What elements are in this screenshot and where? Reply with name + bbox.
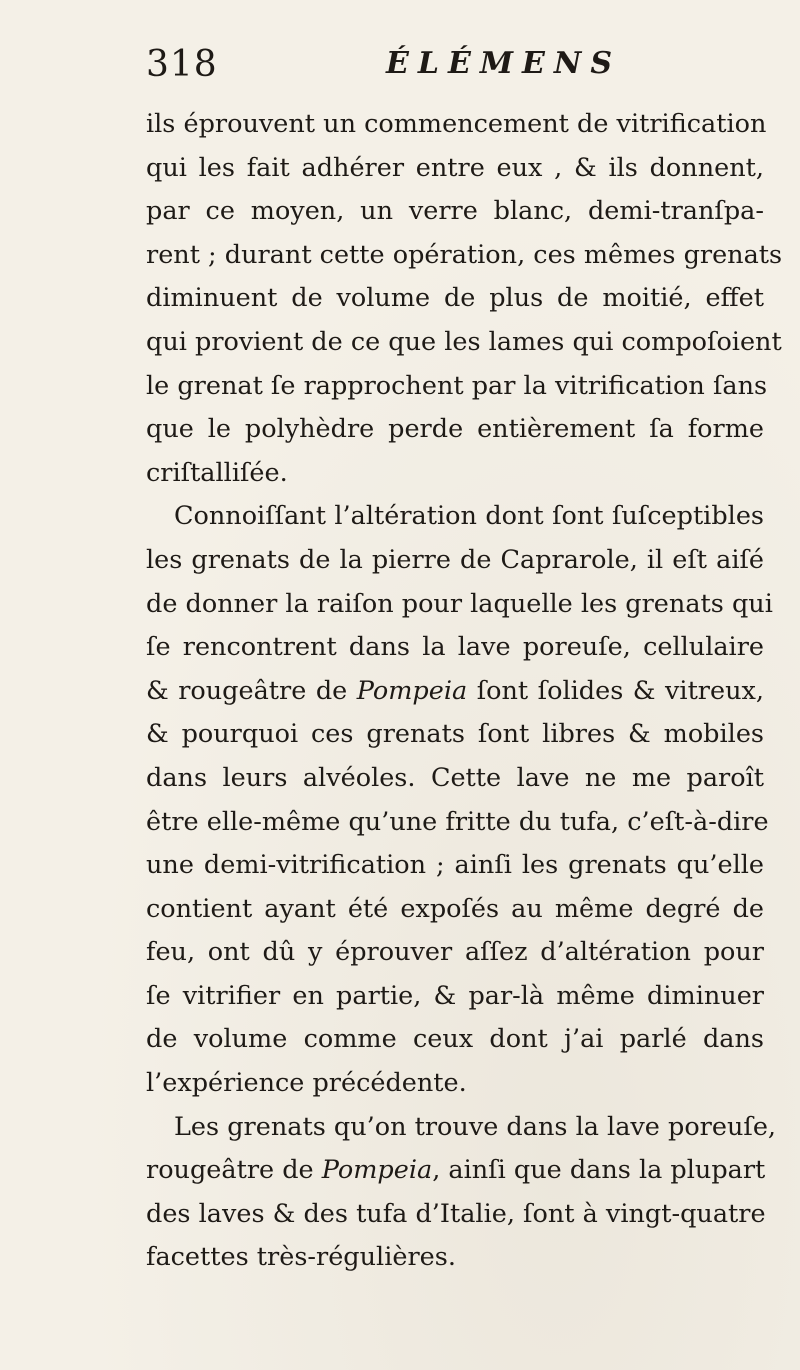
text-line: de volume comme ceux dont j’ai parlé dans bbox=[146, 1024, 764, 1055]
running-title: ÉLÉMENS bbox=[386, 46, 621, 81]
text-line: l’expérience précédente. bbox=[146, 1068, 467, 1099]
text-line: & rougeâtre de Pompeia ſont ſolides & vitreux, bbox=[146, 675, 765, 706]
page-number: 318 bbox=[146, 44, 218, 85]
text-line: être elle-même qu’une fritte du tufa, c’eſt-à-dire bbox=[146, 806, 769, 837]
place-name: Pompeia bbox=[321, 1155, 433, 1186]
place-name: Pompeia bbox=[356, 675, 468, 706]
text-line: ils éprouvent un commencement de vitrification bbox=[146, 109, 767, 139]
text-line: qui les fait adhérer entre eux , & ils donnent, bbox=[146, 152, 764, 183]
text-line: que le polyhèdre perde entièrement ſa forme bbox=[146, 414, 764, 445]
text-line: par ce moyen, un verre blanc, demi-tranſpa- bbox=[146, 196, 764, 227]
text-line: des laves & des tufa d’Italie, ſont à vingt-quatre bbox=[146, 1198, 766, 1229]
text-line: diminuent de volume de plus de moitié, effet bbox=[146, 283, 764, 314]
text-line: dans leurs alvéoles. Cette lave ne me paroît bbox=[146, 762, 764, 793]
text-line: les grenats de la pierre de Caprarole, il eſt aiſé bbox=[146, 544, 764, 575]
text-line: rougeâtre de Pompeia, ainſi que dans la plupart bbox=[146, 1155, 766, 1186]
text-line: ſe rencontrent dans la lave poreuſe, cellulaire bbox=[146, 632, 764, 663]
body-text bbox=[146, 103, 783, 1280]
paragraph-start-line: Connoiſſant l’altération dont ſont ſuſceptibles bbox=[174, 501, 764, 532]
text-line: de donner la raiſon pour laquelle les grenats qui bbox=[146, 588, 773, 619]
text-line: & pourquoi ces grenats ſont libres & mobiles bbox=[146, 719, 764, 750]
text-line: criſtalliſée. bbox=[146, 457, 288, 488]
paragraph-start-line: Les grenats qu’on trouve dans la lave poreuſe, bbox=[174, 1111, 777, 1142]
text-line: qui provient de ce que les lames qui compoſoient bbox=[146, 326, 782, 357]
text-line: facettes très-régulières. bbox=[146, 1242, 456, 1273]
text-line: feu, ont dû y éprouver aſſez d’altération pour bbox=[146, 937, 764, 968]
text-line: contient ayant été expoſés au même degré de bbox=[146, 893, 764, 924]
text-line: une demi-vitrification ; ainſi les grenats qu’elle bbox=[146, 850, 764, 881]
text-line: le grenat ſe rapprochent par la vitrification ſans bbox=[146, 370, 768, 401]
text-line: rent ; durant cette opération, ces mêmes grenats bbox=[146, 239, 783, 270]
running-head bbox=[146, 44, 746, 96]
text-line: ſe vitrifier en partie, & par-là même diminuer bbox=[146, 980, 764, 1011]
